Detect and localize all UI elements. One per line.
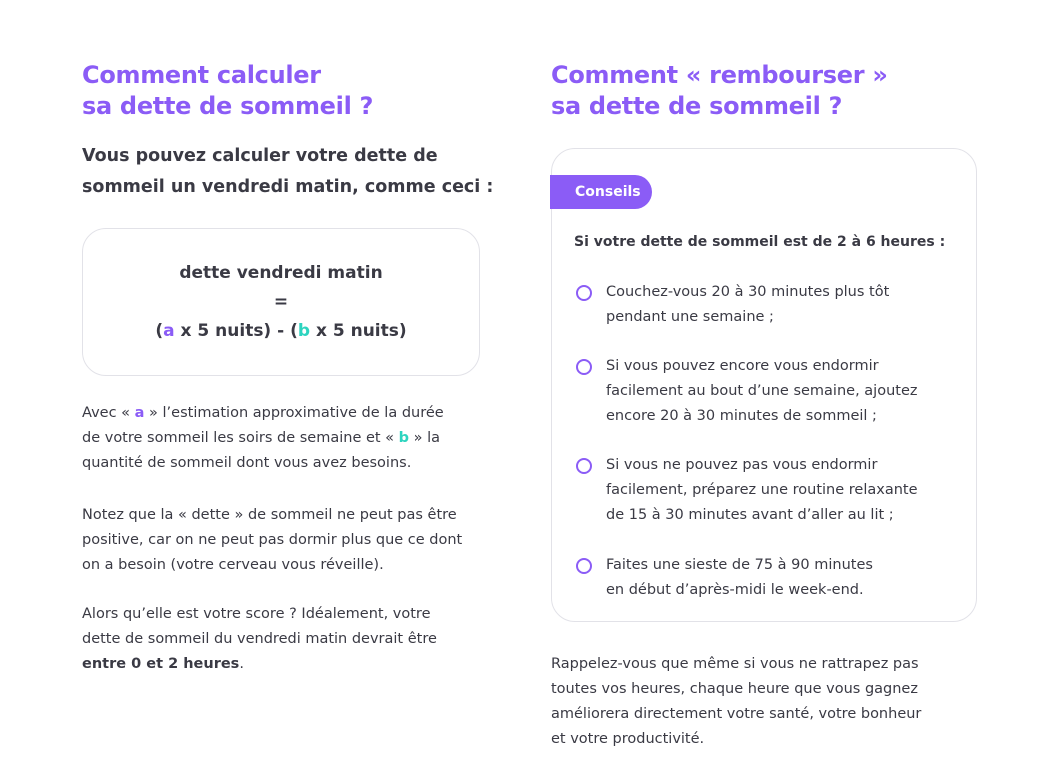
left-title: Comment calculer sa dette de sommeil ? [82, 61, 374, 120]
circle-bullet-icon [576, 285, 592, 301]
formula-line-3: (a x 5 nuits) - (b x 5 nuits) [155, 321, 407, 341]
right-title: Comment « rembourser » sa dette de sommeil ? [551, 61, 888, 120]
circle-bullet-icon [576, 359, 592, 375]
paragraph-closing: Rappelez-vous que même si vous ne rattrapez pas toutes vos heures, chaque heure que vous gagnez améliorera directement votre santé, votre bonheur et votre productivité. [551, 656, 922, 747]
paragraph-note: Notez que la « dette » de sommeil ne peut pas être positive, car on ne peut pas dormir plus que ce dont on a besoin (votre cerveau vous réveille). [82, 507, 463, 573]
formula-a: a [163, 321, 175, 341]
left-lead: Vous pouvez calculer votre dette de sommeil un vendredi matin, comme ceci : [82, 146, 494, 197]
tips-intro: Si votre dette de sommeil est de 2 à 6 heures : [574, 234, 946, 250]
circle-bullet-icon [576, 458, 592, 474]
paragraph-definition: Avec « a » l’estimation approximative de la durée de votre sommeil les soirs de semaine et « b » la quantité de sommeil dont vous avez besoins. [82, 405, 444, 471]
paragraph-score: Alors qu’elle est votre score ? Idéalement, votre dette de sommeil du vendredi matin devrait être entre 0 et 2 heures. [82, 606, 437, 672]
formula-b: b [297, 321, 311, 341]
formula-box [82, 228, 480, 376]
conseils-badge: Conseils [550, 175, 652, 209]
circle-bullet-icon [576, 558, 592, 574]
tips-card: Conseils Si votre dette de sommeil est de 2 à 6 heures : Couchez-vous 20 à 30 minutes plus tôt pendant une semaine ; Si vous pouvez encore vous endormir facilement au bout d’une semaine, ajoutez encore 20 à 30 minutes de sommeil ; Si vous ne pouvez pas vous endormir facilement, préparez une routine relaxante de 15 à 30 minutes avant d’aller au lit ; Faites une sieste de 75 à 90 minutes en début d’après-midi le week-end. [551, 148, 977, 622]
formula-equals: = [273, 292, 289, 312]
formula-line-1: dette vendredi matin [179, 263, 383, 283]
